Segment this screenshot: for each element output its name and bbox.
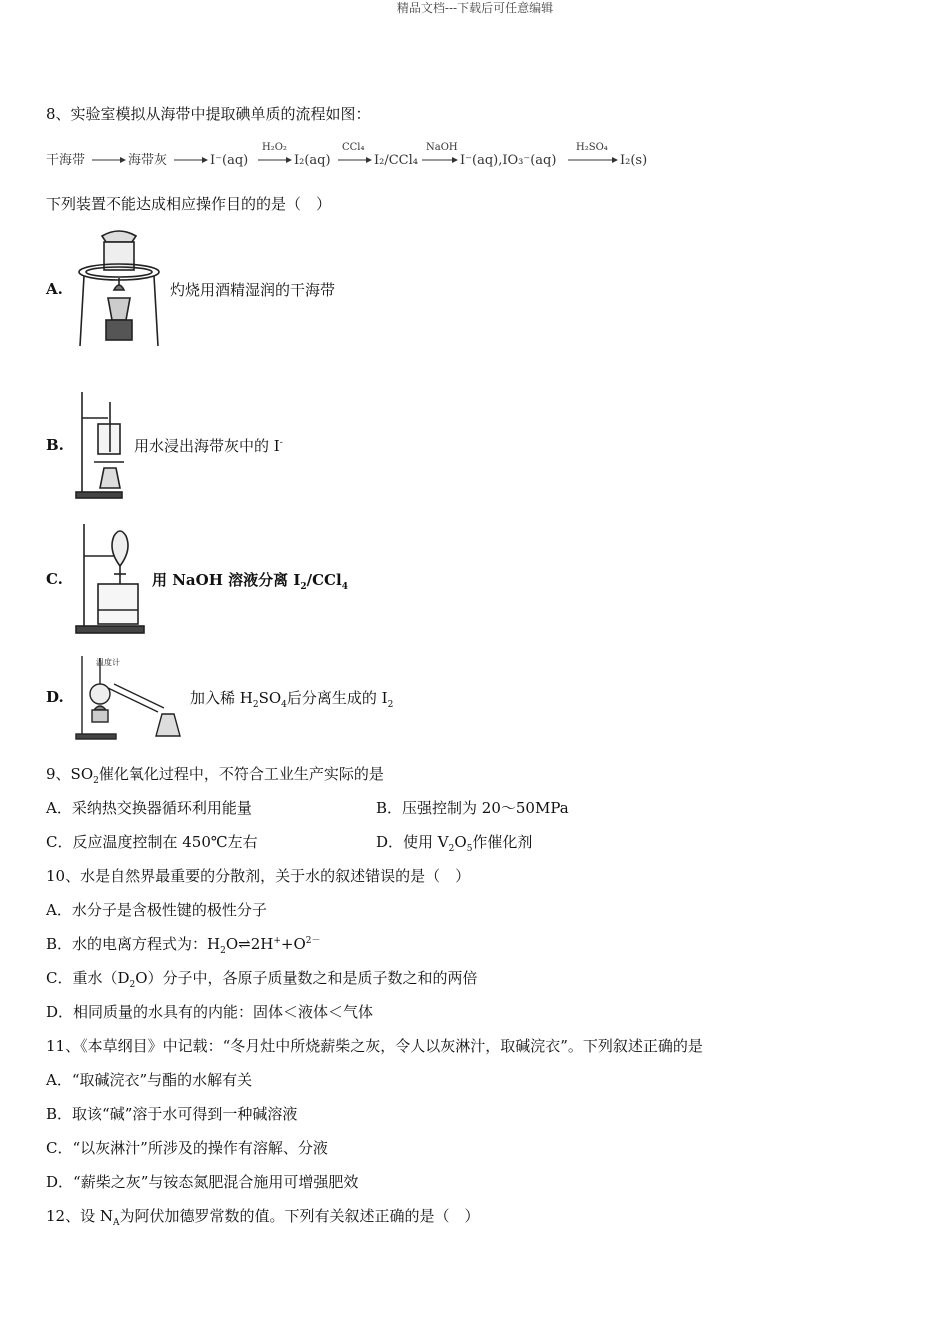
flow-step-iodide: I⁻(aq)	[210, 153, 249, 168]
distillation-apparatus-figure	[74, 654, 184, 740]
q9-option-b[interactable]: B．压强控制为 20～50MPa	[376, 799, 569, 817]
option-caption: 用 NaOH 溶液分离 $I_2/CCl_4$	[152, 570, 348, 592]
option-caption: 灼烧用酒精湿润的干海带	[170, 280, 336, 299]
q10-option-a[interactable]: A．水分子是含极性键的极性分子	[46, 901, 267, 919]
option-letter: B.	[46, 436, 64, 454]
option-caption: 加入稀 $H_2SO_4$后分离生成的 $I_2$	[190, 688, 394, 710]
q10-stem: 10、水是自然界最重要的分散剂，关于水的叙述错误的是（ ）	[46, 867, 471, 885]
q8-stem: 8、实验室模拟从海带中提取碘单质的流程如图：	[46, 105, 371, 123]
flow-step-iodine-ccl4: I₂/CCl₄	[374, 153, 418, 168]
beaker-stirring-figure	[74, 388, 128, 502]
q11-stem: 11、《本草纲目》中记载：“冬月灶中所烧薪柴之灰，令人以灰淋汁，取碱浣衣”。下列叙述正确的是	[46, 1037, 703, 1055]
page-header: 精品文档---下载后可任意编辑	[396, 1, 554, 15]
q9-option-a[interactable]: A．采纳热交换器循环利用能量	[46, 799, 252, 817]
flow-reagent-h2so4: H₂SO₄	[576, 142, 608, 153]
q10-option-c[interactable]: C．重水$(D_2O)$分子中，各原子质量数之和是质子数之和的两倍	[46, 969, 478, 990]
option-letter: A.	[46, 280, 63, 298]
option-letter: D.	[46, 688, 64, 706]
q8-option-a[interactable]	[46, 228, 335, 350]
flow-step-kelp-ash: 海带灰	[128, 153, 168, 168]
thermometer-label: 温度计	[96, 658, 120, 667]
q8-option-d[interactable]	[46, 654, 393, 740]
flow-step-iodide-iodate: I⁻(aq),IO₃⁻(aq)	[460, 153, 557, 168]
q11-option-d[interactable]: D．“薪柴之灰”与铵态氮肥混合施用可增强肥效	[46, 1173, 359, 1191]
q8-option-b[interactable]	[46, 388, 283, 502]
flow-reagent-ccl4: CCl₄	[342, 142, 365, 153]
flow-step-iodine-aq: I₂(aq)	[294, 153, 331, 168]
flow-step-iodine-solid: I₂(s)	[620, 153, 648, 168]
flow-reagent-h2o2: H₂O₂	[262, 142, 287, 153]
separatory-funnel-figure	[74, 522, 146, 636]
crucible-on-tripod-figure	[74, 228, 164, 350]
q10-option-b[interactable]: B．水的电离方程式为：$H_2O\rightleftharpoons 2H^++O^{2-}$	[46, 935, 321, 956]
option-letter: C.	[46, 570, 63, 588]
flow-step-dry-kelp: 干海带	[46, 153, 86, 168]
q9-option-c[interactable]: C．反应温度控制在 450℃左右	[46, 833, 258, 851]
q12-stem: 12、设 $N_A$为阿伏加德罗常数的值。下列有关叙述正确的是（ ）	[46, 1207, 480, 1228]
q11-option-b[interactable]: B．取该“碱”溶于水可得到一种碱溶液	[46, 1105, 298, 1123]
option-caption: 用水浸出海带灰中的 I-	[134, 436, 283, 455]
q8-option-c[interactable]	[46, 522, 348, 636]
flow-reagent-naoh: NaOH	[426, 142, 458, 153]
q10-option-d[interactable]: D．相同质量的水具有的内能：固体＜液体＜气体	[46, 1003, 374, 1021]
q8-question: 下列装置不能达成相应操作目的的是（ ）	[46, 195, 332, 213]
q11-option-c[interactable]: C．“以灰淋汁”所涉及的操作有溶解、分液	[46, 1139, 328, 1157]
iodine-extraction-flow	[46, 138, 686, 178]
q9-stem: 9、$SO_2$催化氧化过程中，不符合工业生产实际的是	[46, 765, 384, 786]
q11-option-a[interactable]: A．“取碱浣衣”与酯的水解有关	[46, 1071, 253, 1089]
q9-option-d[interactable]: D．使用 $V_2O_5$作催化剂	[376, 833, 533, 854]
